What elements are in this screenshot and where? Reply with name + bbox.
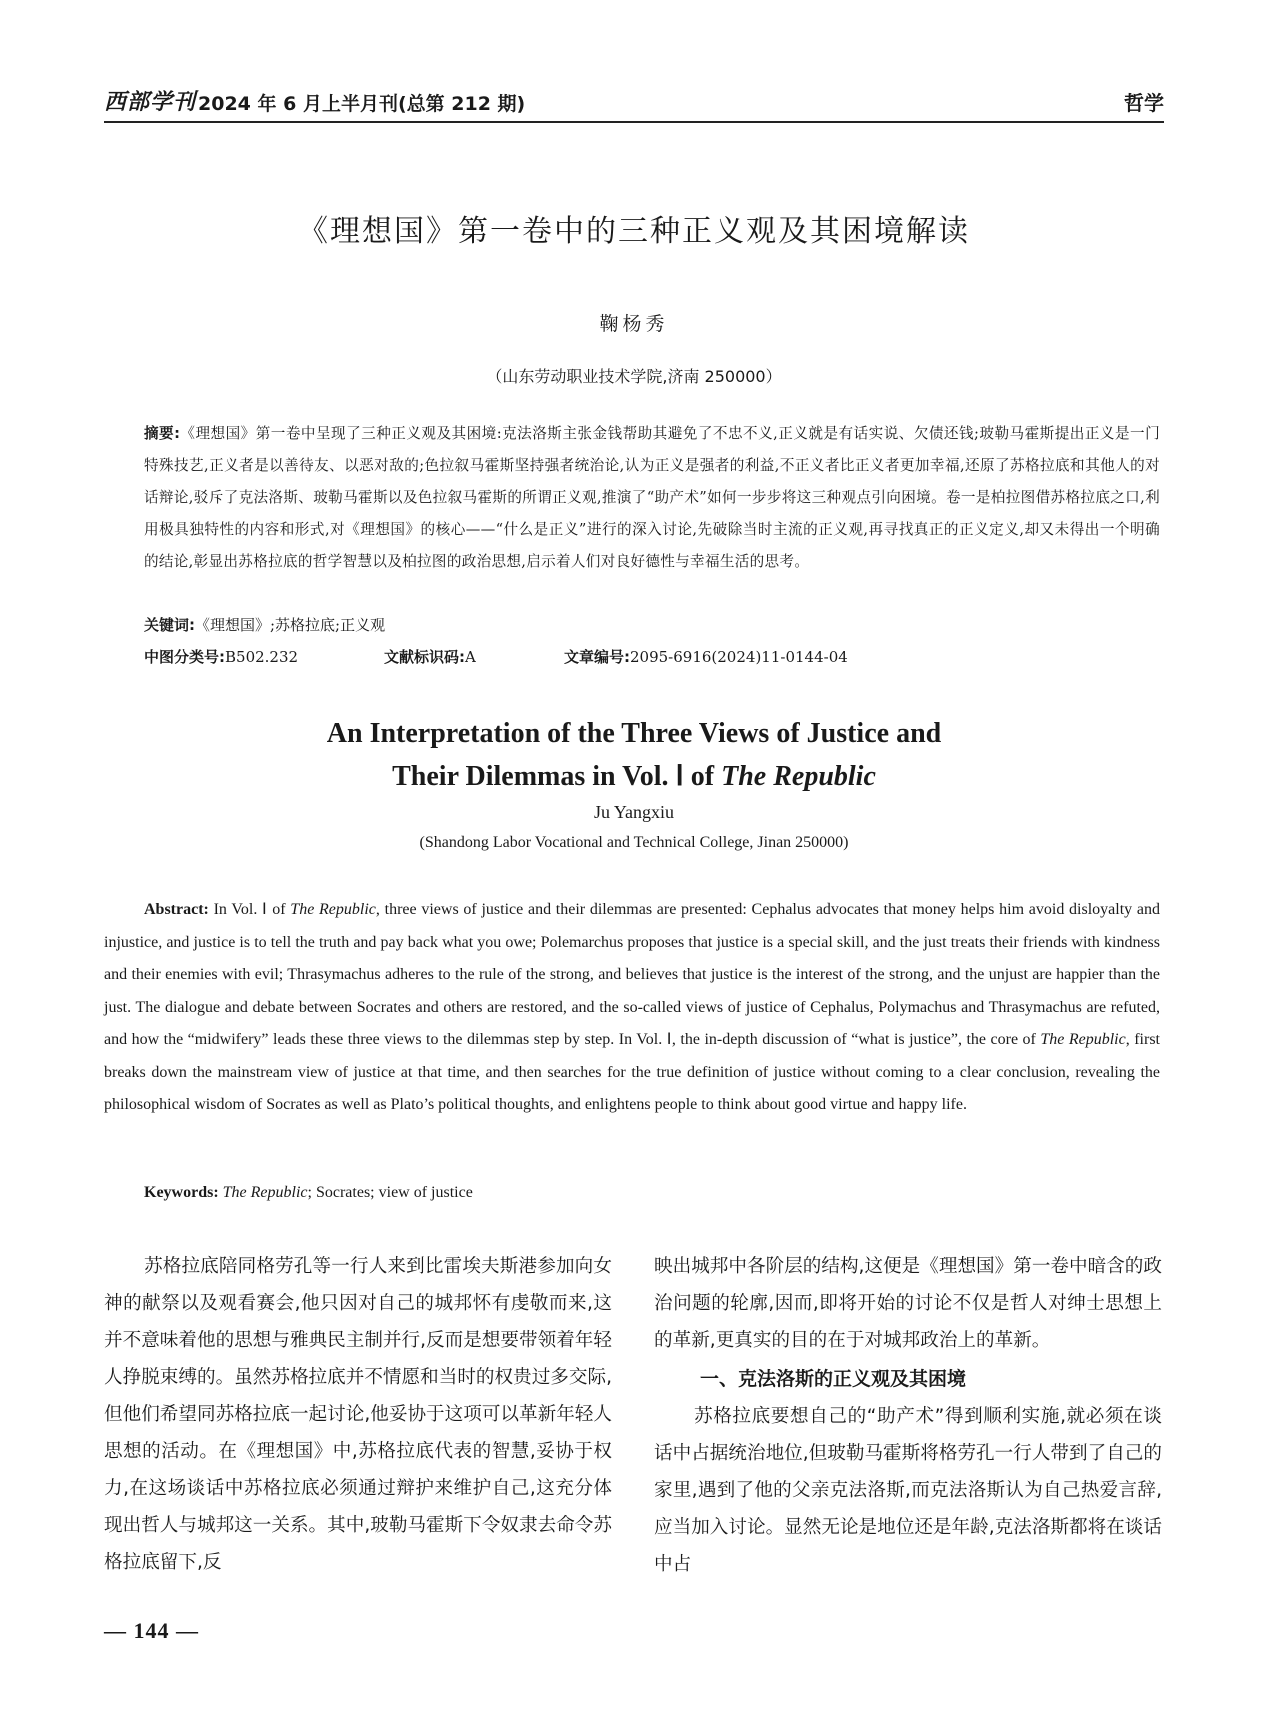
body-column-left — [104, 1248, 612, 1581]
journal-info — [104, 85, 525, 116]
abstract-en-part2: , three views of justice and their dilemmas are presented: Cephalus advocates that money helps him avoid disloyalty and injustice, and justice is to tell the truth and pay back what you owe; Polemarchus proposes that justice is a special skill, and the just treats their friends with kindness and their enemies with evil; Thrasymachus adheres to the rule of the strong, and believes that justice is the interest of the strong, and the unjust are happier than the just. The dialogue and debate between Socrates and others are restored, and the so-called views of justice of Cephalus, Polymachus and Thrasymachus are refuted, and how the “midwifery” leads these three views to the dilemmas step by step. In Vol. Ⅰ, the in-depth discussion of “what is justice”, the core of — [104, 901, 1160, 1048]
title-en-book: The Republic — [721, 761, 876, 792]
article-number — [564, 646, 848, 668]
keywords-cn-text: 《理想国》;苏格拉底;正义观 — [195, 616, 386, 634]
abstract-en-part1: In Vol. Ⅰ of — [208, 901, 291, 918]
header-rule — [104, 121, 1164, 123]
keywords-en-rest: ; Socrates; view of justice — [307, 1184, 473, 1201]
clc-label: 中图分类号: — [144, 648, 225, 666]
clc-number — [144, 646, 384, 668]
article-number-value: 2095-6916(2024)11-0144-04 — [630, 648, 848, 666]
abstract-en-label: Abstract: — [144, 901, 209, 918]
keywords-en-book: The Republic — [222, 1184, 308, 1201]
keywords-en — [144, 1184, 1160, 1202]
abstract-en — [104, 894, 1160, 1122]
abstract-cn-text: 《理想国》第一卷中呈现了三种正义观及其困境:克法洛斯主张金钱帮助其避免了不忠不义,正义就是有话实说、欠债还钱;玻勒马霍斯提出正义是一门特殊技艺,正义者是以善待友、以恶对敌的;色拉叙马霍斯坚持强者统治论,认为正义是强者的利益,不正义者比正义者更加幸福,还原了苏格拉底和其他人的对话辩论,驳斥了克法洛斯、玻勒马霍斯以及色拉叙马霍斯的所谓正义观,推演了“助产术”如何一步步将这三种观点引向困境。卷一是柏拉图借苏格拉底之口,利用极具独特性的内容和形式,对《理想国》的核心——“什么是正义”进行的深入讨论,先破除当时主流的正义观,再寻找真正的正义定义,却又未得出一个明确的结论,彰显出苏格拉底的哲学智慧以及柏拉图的政治思想,启示着人们对良好德性与幸福生活的思考。 — [144, 425, 1160, 570]
body-paragraph: 苏格拉底要想自己的“助产术”得到顺利实施,就必须在谈话中占据统治地位,但玻勒马霍斯将格劳孔一行人带到了自己的家里,遇到了他的父亲克法洛斯,而克法洛斯认为自己热爱言辞,应当加入讨论。显然无论是地位还是年龄,克法洛斯都将在谈话中占 — [654, 1406, 1162, 1575]
running-header — [104, 86, 1164, 116]
affiliation-en: (Shandong Labor Vocational and Technical College, Jinan 250000) — [419, 834, 849, 851]
journal-name: 西部学刊 — [104, 89, 197, 115]
section-label: 哲学 — [1124, 91, 1164, 115]
affiliation-cn: （山东劳动职业技术学院,济南 250000） — [486, 367, 782, 386]
abstract-en-book2: The Republic — [1040, 1031, 1126, 1048]
keywords-en-label: Keywords: — [144, 1184, 219, 1201]
article-title-en — [0, 712, 1268, 798]
article-number-label: 文章编号: — [564, 648, 630, 666]
title-en-line1: An Interpretation of the Three Views of Justice and — [326, 718, 942, 749]
body-paragraph: 映出城邦中各阶层的结构,这便是《理想国》第一卷中暗含的政治问题的轮廓,因而,即将开始的讨论不仅是哲人对绅士思想上的革新,更真实的目的在于对城邦政治上的革新。 — [654, 1256, 1162, 1351]
title-en-line2 — [0, 755, 1268, 798]
classification-row — [144, 646, 1160, 668]
doc-code-value: A — [465, 648, 476, 666]
section-heading: 一、克法洛斯的正义观及其困境 — [700, 1368, 967, 1390]
body-column-right — [654, 1248, 1162, 1583]
author-name-cn: 鞠杨秀 — [599, 313, 669, 335]
doc-code-label: 文献标识码: — [384, 648, 465, 666]
abstract-cn — [144, 418, 1160, 578]
title-en-line2-prefix: Their Dilemmas in Vol. Ⅰ of — [392, 761, 722, 792]
page-number: — 144 — — [104, 1618, 199, 1643]
document-code — [384, 646, 564, 668]
article-title-cn: 《理想国》第一卷中的三种正义观及其困境解读 — [298, 214, 970, 249]
abstract-en-part3: , first breaks down the mainstream view of justice at that time, and then searches for the true definition of justice without coming to a clear conclusion, revealing the philosophical wisdom of Socrates as well as Plato’s political thoughts, and enlightens people to think about good virtue and happy life. — [104, 1031, 1160, 1113]
abstract-cn-label: 摘要: — [144, 425, 181, 442]
abstract-en-book1: The Republic — [290, 901, 376, 918]
issue-info: 2024 年 6 月上半月刊(总第 212 期) — [198, 93, 526, 115]
keywords-cn-label: 关键词: — [144, 616, 195, 634]
keywords-cn — [144, 614, 1160, 636]
clc-value: B502.232 — [225, 648, 299, 666]
body-paragraph: 苏格拉底陪同格劳孔等一行人来到比雷埃夫斯港参加向女神的献祭以及观看赛会,他只因对自己的城邦怀有虔敬而来,这并不意味着他的思想与雅典民主制并行,反而是想要带领着年轻人挣脱束缚的。虽然苏格拉底并不情愿和当时的权贵过多交际,但他们希望同苏格拉底一起讨论,他妥协于这项可以革新年轻人思想的活动。在《理想国》中,苏格拉底代表的智慧,妥协于权力,在这场谈话中苏格拉底必须通过辩护来维护自己,这充分体现出哲人与城邦这一关系。其中,玻勒马霍斯下令奴隶去命令苏格拉底留下,反 — [104, 1256, 612, 1573]
author-name-en: Ju Yangxiu — [593, 802, 675, 822]
